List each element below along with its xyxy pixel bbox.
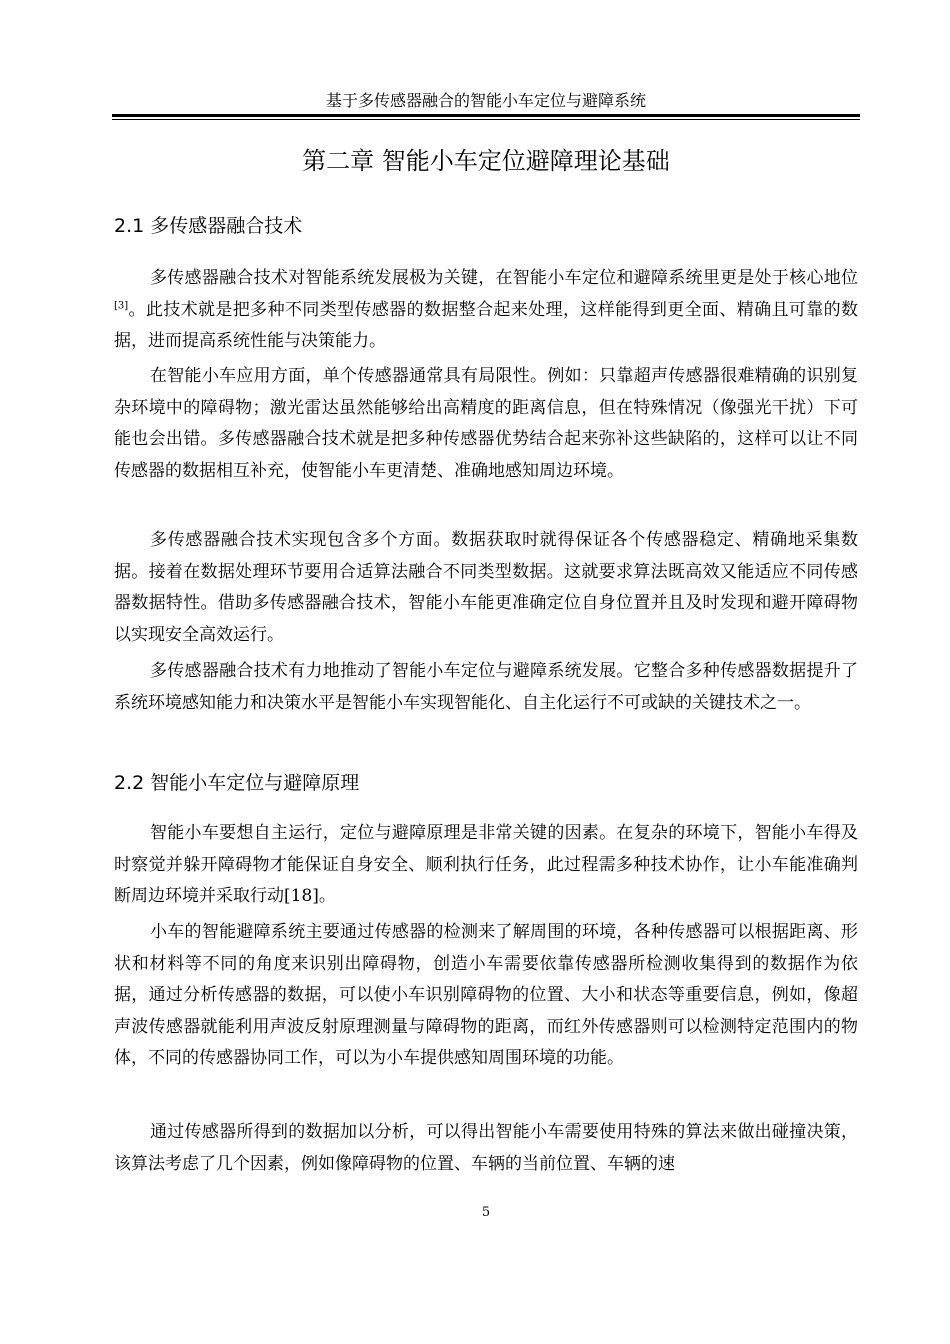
paragraph-2-2-1: 智能小车要想自主运行，定位与避障原理是非常关键的因素。在复杂的环境下，智能小车得及时察觉并躲开障碍物才能保证自身安全、顺利执行任务，此过程需多种技术协作，让小车能准确判断周边环境并采取行动[18]。: [114, 823, 858, 906]
paragraph-2-1-3: 多传感器融合技术实现包含多个方面。数据获取时就得保证各个传感器稳定、精确地采集数据。接着在数据处理环节要用合适算法融合不同类型数据。这就要求算法既高效又能适应不同传感器数据特性。借助多传感器融合技术，智能小车能更准确定位自身位置并且及时发现和避开障碍物以实现安全高效运行。: [114, 530, 858, 645]
paragraph-2-1-1: [114, 263, 858, 358]
paragraph-2-2-3: 通过传感器所得到的数据加以分析，可以得出智能小车需要使用特殊的算法来做出碰撞决策，该算法考虑了几个因素，例如像障碍物的位置、车辆的当前位置、车辆的速: [114, 1122, 858, 1174]
section-heading-2-2: 2.2 智能小车定位与避障原理: [114, 772, 360, 794]
paragraph-text: 。此技术就是把多种不同类型传感器的数据整合起来处理，这样能得到更全面、精确且可靠的数据，进而提高系统性能与决策能力。: [114, 299, 858, 351]
header-rule-thick: [112, 114, 860, 117]
chapter-title: 第二章 智能小车定位避障理论基础: [302, 147, 670, 175]
running-header: 基于多传感器融合的智能小车定位与避障系统: [325, 91, 646, 110]
page-number: 5: [481, 1205, 491, 1220]
citation-ref: [3]: [114, 299, 129, 311]
paragraph-2-2-2: 小车的智能避障系统主要通过传感器的检测来了解周围的环境，各种传感器可以根据距离、形状和材料等不同的角度来识别出障碍物，创造小车需要依靠传感器所检测收集得到的数据作为依据，通过分析传感器的数据，可以使小车识别障碍物的位置、大小和状态等重要信息，例如，像超声波传感器就能利用声波反射原理测量与障碍物的距离，而红外传感器则可以检测特定范围内的物体，不同的传感器协同工作，可以为小车提供感知周围环境的功能。: [114, 922, 858, 1068]
paragraph-text: 多传感器融合技术对智能系统发展极为关键，在智能小车定位和避障系统里更是处于核心地位: [150, 268, 858, 288]
header-rule-thin: [112, 119, 860, 120]
paragraph-2-1-4: 多传感器融合技术有力地推动了智能小车定位与避障系统发展。它整合多种传感器数据提升了系统环境感知能力和决策水平是智能小车实现智能化、自主化运行不可或缺的关键技术之一。: [114, 661, 858, 713]
section-heading-2-1: 2.1 多传感器融合技术: [114, 215, 303, 237]
paragraph-2-1-2: 在智能小车应用方面，单个传感器通常具有局限性。例如：只靠超声传感器很难精确的识别复杂环境中的障碍物；激光雷达虽然能够给出高精度的距离信息，但在特殊情况（像强光干扰）下可能也会出错。多传感器融合技术就是把多种传感器优势结合起来弥补这些缺陷的，这样可以让不同传感器的数据相互补充，使智能小车更清楚、准确地感知周边环境。: [114, 366, 858, 481]
